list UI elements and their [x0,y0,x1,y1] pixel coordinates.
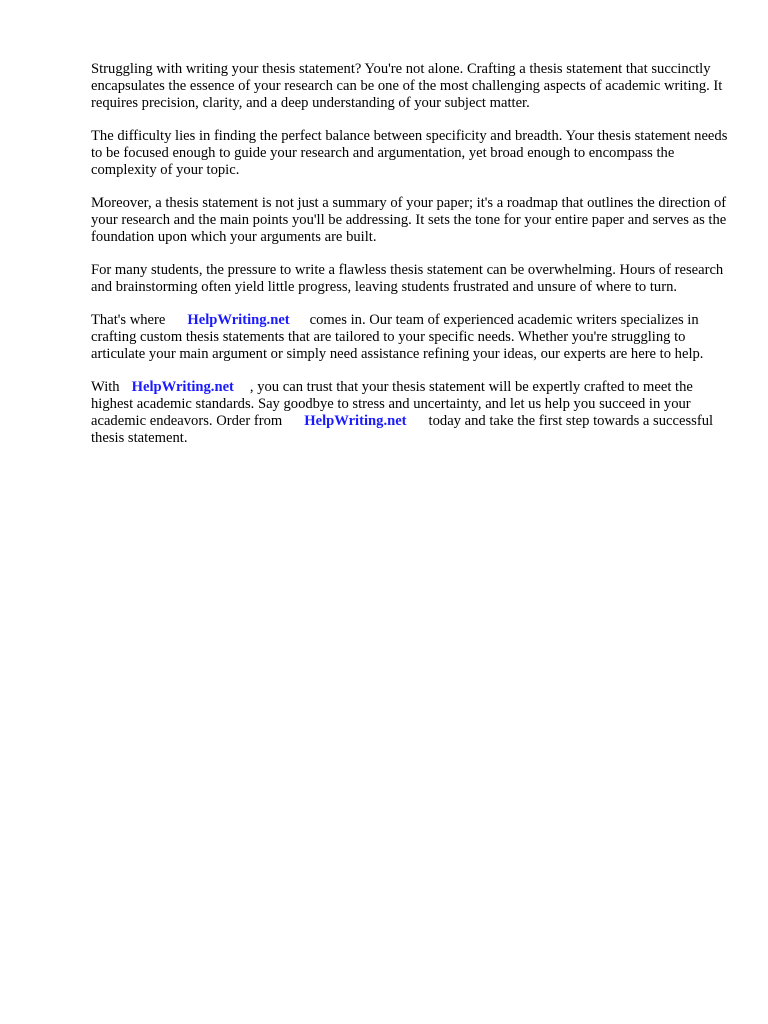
closing-text-middle: , you can trust that your thesis statement will be expertly crafted to meet the highest academic standards. Say goodbye to stress and uncertainty, and let us help you succeed in your academic endeavors. Order from [91,379,693,429]
service-text-before: That's where [91,312,166,328]
helpwriting-link[interactable]: HelpWriting.net [187,312,290,328]
closing-text-before: With [91,379,120,395]
paragraph-pressure: For many students, the pressure to write a flawless thesis statement can be overwhelming. Hours of research and brainstorming often yield little progress, leaving students frustrated and unsure of where to turn. [91,262,724,295]
paragraph-intro: Struggling with writing your thesis statement? You're not alone. Crafting a thesis statement that succinctly encapsulates the essence of your research can be one of the most challenging aspects of academic writing. It requires precision, clarity, and a deep understanding of your subject matter. [91,61,723,111]
helpwriting-link[interactable]: HelpWriting.net [304,413,407,429]
document-body [91,61,731,463]
paragraph-difficulty: The difficulty lies in finding the perfect balance between specificity and breadth. Your thesis statement needs to be focused enough to guide your research and argumentation, yet broad enough to encompass the complexity of your topic. [91,128,728,178]
paragraph-roadmap: Moreover, a thesis statement is not just a summary of your paper; it's a roadmap that outlines the direction of your research and the main points you'll be addressing. It sets the tone for your entire paper and serves as the foundation upon which your arguments are built. [91,195,727,245]
helpwriting-link[interactable]: HelpWriting.net [131,379,234,395]
service-text-after: comes in. Our team of experienced academic writers specializes in crafting custom thesis statements that are tailored to your specific needs. Whether you're struggling to articulate your main argument or simply need assistance refining your ideas, our experts are here to help. [91,312,704,362]
paragraph-service [91,312,731,363]
closing-text-after: today and take the first step towards a successful thesis statement. [91,413,714,446]
paragraph-closing [91,379,731,447]
